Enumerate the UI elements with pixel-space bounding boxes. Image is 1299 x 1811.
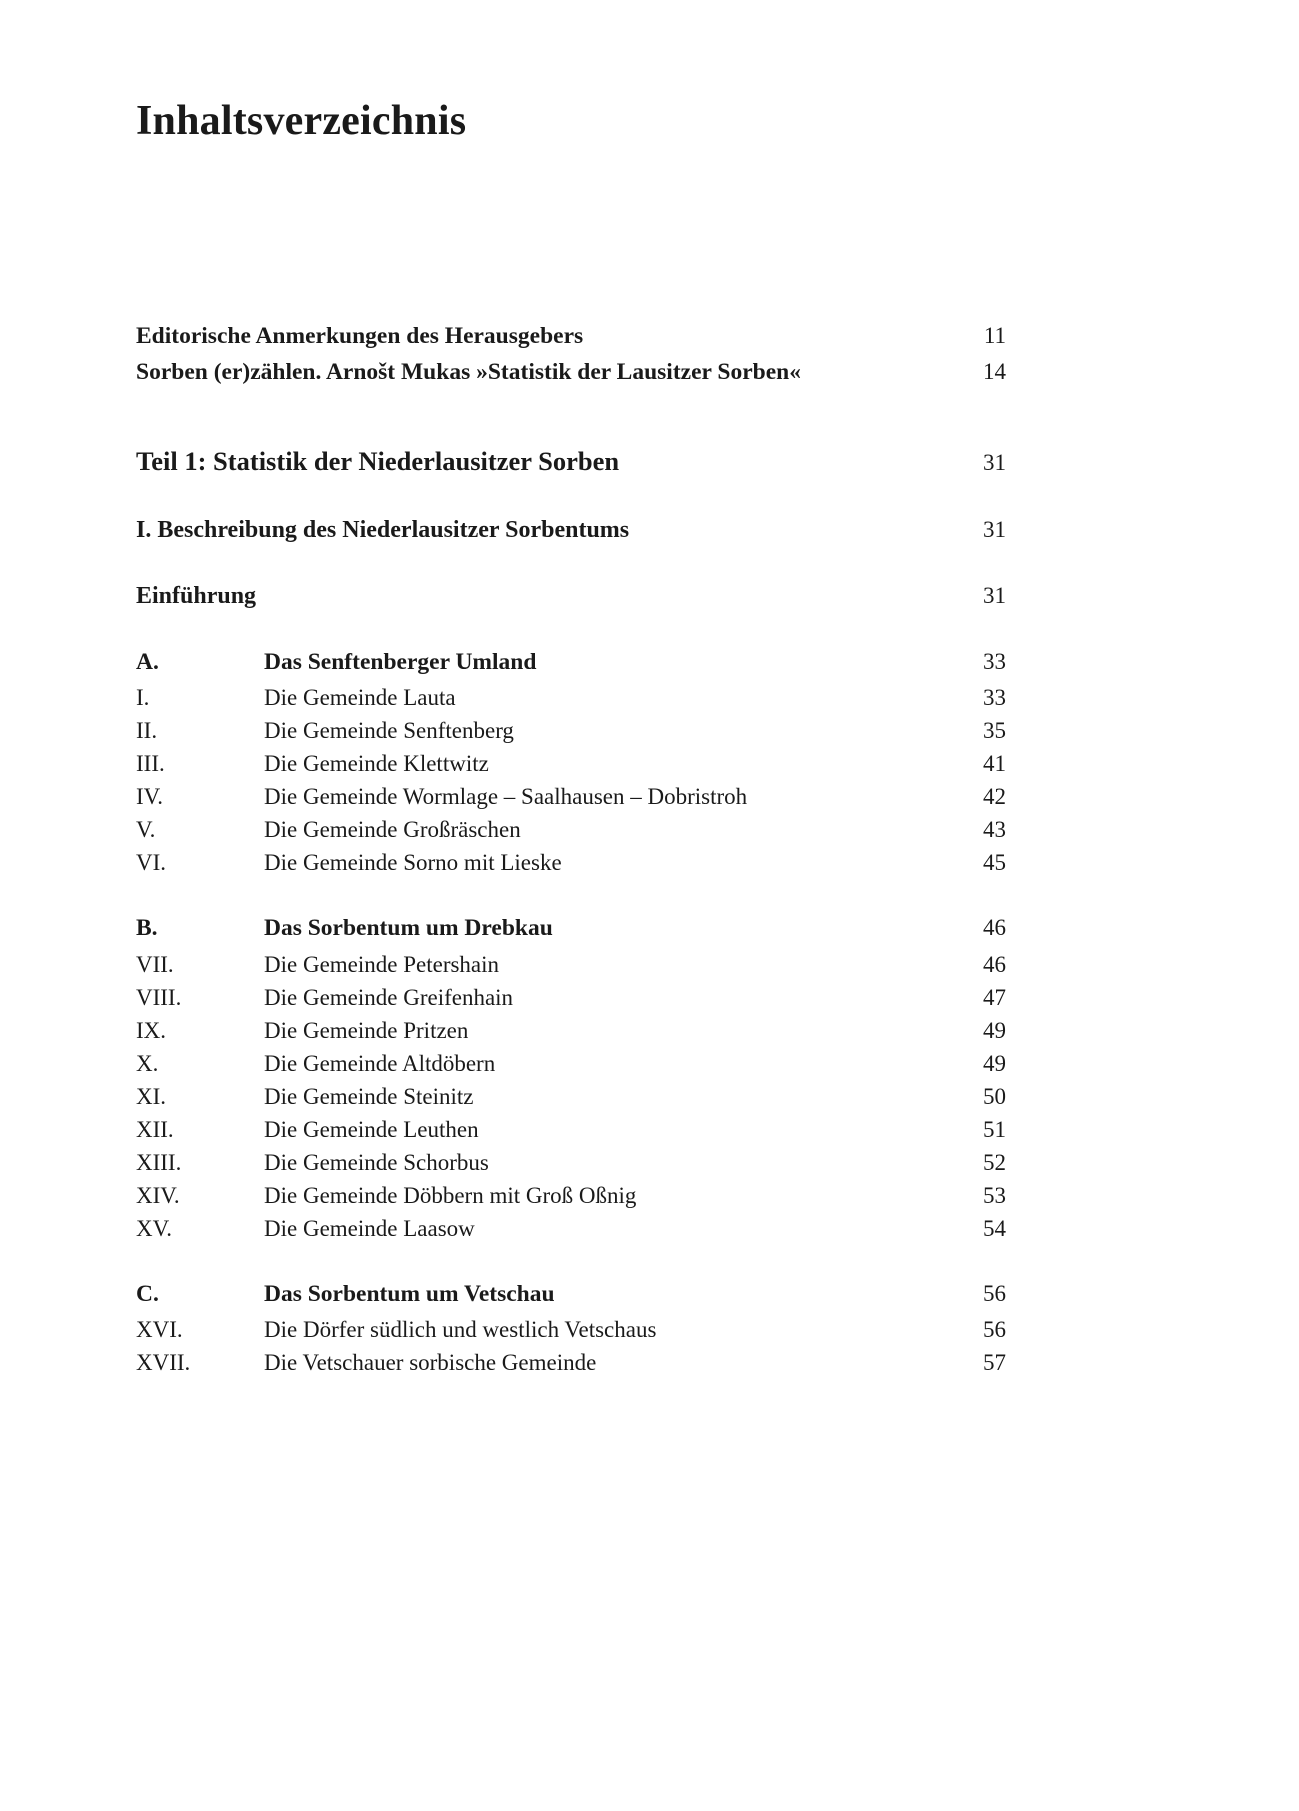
toc-entry-a-3[interactable] (136, 785, 1006, 808)
chapter-block (136, 518, 1006, 542)
section-block-a (136, 650, 1006, 875)
entry-page: 42 (983, 784, 1006, 810)
entry-page: 46 (983, 951, 1006, 977)
entry-label: Die Gemeinde Schorbus (264, 1149, 489, 1175)
entry-page: 47 (983, 984, 1006, 1010)
section-title: Das Sorbentum um Vetschau (264, 1280, 555, 1307)
toc-entry-a-1[interactable] (136, 719, 1006, 742)
toc-entry-front-1[interactable] (136, 360, 1006, 385)
entry-page: 49 (983, 1050, 1006, 1076)
toc-entry-c-1[interactable] (136, 1351, 1006, 1374)
intro-page: 31 (983, 582, 1006, 608)
section-title: Das Senftenberger Umland (264, 648, 537, 675)
entry-numeral: II. (136, 718, 158, 744)
entry-numeral: I. (136, 685, 150, 711)
toc-entry-b-8[interactable] (136, 1217, 1006, 1240)
section-block-c (136, 1282, 1006, 1375)
entry-label: Die Gemeinde Petershain (264, 951, 500, 977)
toc-entry-chapter-i[interactable] (136, 518, 1006, 542)
entry-page: 43 (983, 817, 1006, 843)
section-page: 56 (983, 1280, 1006, 1306)
page-title: Inhaltsverzeichnis (136, 98, 467, 144)
toc-entry-b-3[interactable] (136, 1052, 1006, 1075)
toc-entry-a-5[interactable] (136, 851, 1006, 874)
entry-label: Die Dörfer südlich und westlich Vetschaus (264, 1317, 657, 1343)
toc-entry-page: 14 (983, 358, 1006, 384)
entry-numeral: XIII. (136, 1149, 182, 1175)
entry-label: Die Gemeinde Pritzen (264, 1017, 469, 1043)
toc-entry-einfuehrung[interactable] (136, 584, 1006, 608)
entry-numeral: X. (136, 1050, 159, 1076)
toc-entry-b-0[interactable] (136, 953, 1006, 976)
entry-label: Die Gemeinde Laasow (264, 1215, 475, 1241)
toc-entry-b-2[interactable] (136, 1019, 1006, 1042)
entry-page: 54 (983, 1215, 1006, 1241)
entry-numeral: IX. (136, 1017, 167, 1043)
section-header-b[interactable] (136, 916, 1006, 941)
toc-entry-a-0[interactable] (136, 686, 1006, 709)
entry-page: 53 (983, 1182, 1006, 1208)
entry-page: 56 (983, 1317, 1006, 1343)
entry-label: Die Gemeinde Lauta (264, 685, 456, 711)
toc-entry-b-7[interactable] (136, 1184, 1006, 1207)
toc-entry-page: 11 (983, 323, 1006, 349)
entry-label: Die Gemeinde Greifenhain (264, 984, 514, 1010)
entry-numeral: XVI. (136, 1317, 183, 1343)
part-page: 31 (983, 450, 1006, 476)
section-page: 46 (983, 915, 1006, 941)
toc-entry-label: Sorben (er)zählen. Arnošt Mukas »Statistik der Lausitzer Sorben« (136, 358, 801, 385)
toc-entry-b-5[interactable] (136, 1118, 1006, 1141)
entry-label: Die Gemeinde Leuthen (264, 1116, 479, 1142)
section-letter: B. (136, 915, 158, 942)
toc-content (136, 98, 1006, 1384)
intro-label: Einführung (136, 582, 257, 609)
entry-page: 52 (983, 1149, 1006, 1175)
entry-page: 41 (983, 751, 1006, 777)
toc-entry-c-0[interactable] (136, 1318, 1006, 1341)
toc-entry-b-4[interactable] (136, 1085, 1006, 1108)
toc-entry-front-0[interactable] (136, 324, 1006, 349)
section-block-b (136, 916, 1006, 1240)
entry-label: Die Gemeinde Steinitz (264, 1083, 474, 1109)
entry-label: Die Gemeinde Wormlage – Saalhausen – Dobristroh (264, 784, 748, 810)
entry-numeral: VII. (136, 951, 174, 977)
entry-page: 49 (983, 1017, 1006, 1043)
part-label: Teil 1: Statistik der Niederlausitzer Sorben (136, 446, 620, 477)
entry-numeral: VI. (136, 850, 167, 876)
entry-label: Die Vetschauer sorbische Gemeinde (264, 1350, 597, 1376)
entry-label: Die Gemeinde Klettwitz (264, 751, 489, 777)
section-letter: C. (136, 1280, 159, 1307)
chapter-label: I. Beschreibung des Niederlausitzer Sorbentums (136, 516, 630, 543)
section-letter: A. (136, 648, 159, 675)
entry-page: 57 (983, 1350, 1006, 1376)
entry-numeral: XI. (136, 1083, 167, 1109)
entry-label: Die Gemeinde Döbbern mit Groß Oßnig (264, 1182, 637, 1208)
toc-entry-b-6[interactable] (136, 1151, 1006, 1174)
part-block (136, 448, 1006, 475)
entry-numeral: XII. (136, 1116, 174, 1142)
entry-page: 35 (983, 718, 1006, 744)
entry-label: Die Gemeinde Großräschen (264, 817, 521, 843)
entry-numeral: XIV. (136, 1182, 180, 1208)
entry-label: Die Gemeinde Senftenberg (264, 718, 514, 744)
entry-numeral: XV. (136, 1215, 173, 1241)
entry-numeral: IV. (136, 784, 164, 810)
toc-entry-label: Editorische Anmerkungen des Herausgebers (136, 323, 584, 350)
section-title: Das Sorbentum um Drebkau (264, 915, 553, 942)
toc-entry-b-1[interactable] (136, 986, 1006, 1009)
intro-block (136, 584, 1006, 608)
section-page: 33 (983, 648, 1006, 674)
entry-numeral: V. (136, 817, 156, 843)
front-matter-block (136, 324, 1006, 384)
chapter-page: 31 (983, 516, 1006, 542)
toc-entry-a-4[interactable] (136, 818, 1006, 841)
entry-page: 50 (983, 1083, 1006, 1109)
section-header-a[interactable] (136, 650, 1006, 675)
entry-numeral: VIII. (136, 984, 182, 1010)
toc-entry-a-2[interactable] (136, 752, 1006, 775)
entry-page: 51 (983, 1116, 1006, 1142)
toc-entry-part-1[interactable] (136, 448, 1006, 475)
entry-page: 45 (983, 850, 1006, 876)
entry-numeral: III. (136, 751, 165, 777)
entry-page: 33 (983, 685, 1006, 711)
entry-label: Die Gemeinde Sorno mit Lieske (264, 850, 562, 876)
section-header-c[interactable] (136, 1282, 1006, 1307)
entry-numeral: XVII. (136, 1350, 191, 1376)
entry-label: Die Gemeinde Altdöbern (264, 1050, 496, 1076)
